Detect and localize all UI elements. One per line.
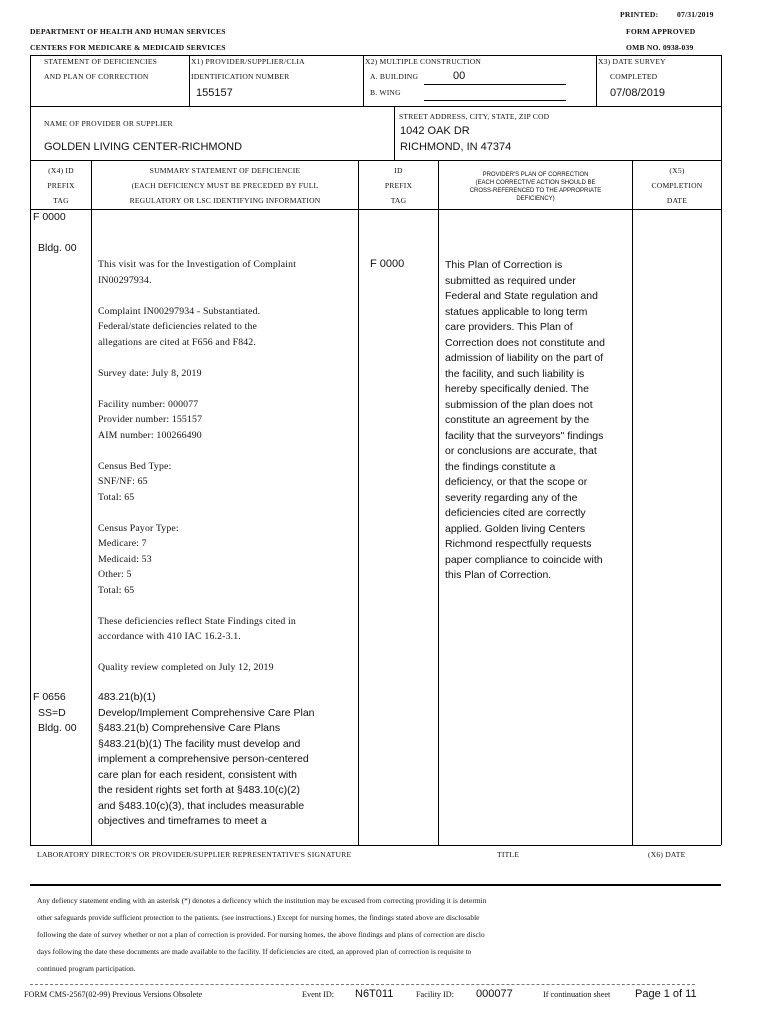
disclaimer-text [37,892,486,977]
rule [30,106,721,107]
form-number: FORM CMS-2567(02-99) Previous Versions Obsolete [24,990,203,999]
continuation-note: If continuation sheet [543,990,611,999]
statement-label: STATEMENT OF DEFICIENCIES [44,57,158,66]
plan-header-note3: DEFICIENCY) [516,196,555,202]
text-line: care providers. This Plan of [445,321,573,333]
rule [394,106,395,160]
text-line: implement a comprehensive person-centered [98,753,309,765]
x1-id-label: IDENTIFICATION NUMBER [191,72,290,81]
text-line: statues applicable to long term [445,305,588,318]
text-line: Survey date: July 8, 2019 [98,367,202,379]
regulation-text [98,690,315,830]
text-line: admission of liability on the part of [445,352,604,364]
address-line1: 1042 OAK DR [400,125,470,137]
text-line: continued program participation. [37,964,136,973]
text-line: Medicare: 7 [98,538,147,549]
building-label: A. BUILDING [370,72,419,81]
text-line: Census Payor Type: [98,522,179,534]
text-line: Total: 65 [98,491,135,503]
text-line: paper compliance to coincide with [445,553,603,566]
text-line: Census Bed Type: [98,460,172,472]
blank-line [98,505,296,521]
facility-id: 000077 [476,988,513,1000]
blank-line [98,381,296,397]
text-line: the resident rights set forth at §483.10(c)(2) [98,784,300,796]
text-line: severity regarding any of the [445,491,578,504]
text-line: Correction does not constitute and [445,336,605,349]
x2-label: X2) MULTIPLE CONSTRUCTION [365,57,482,66]
rule [30,884,721,886]
summary-text [98,257,296,676]
omb-number: OMB NO. 0938-039 [626,43,694,52]
plan-header-note2: CROSS-REFERENCED TO THE APPROPRIATE [469,188,602,194]
rule [91,160,92,845]
text-line: applied. Golden living Centers [445,522,586,535]
text-line: days following the date these documents are made available to the facility. If deficiencies are cited, an approved plan of correction is requisite to [37,947,472,956]
building-tag: Bldg. 00 [38,242,77,254]
title-label: TITLE [497,850,520,859]
text-line: 483.21(b)(1) [98,691,156,703]
id-prefix-label: PREFIX [384,181,413,190]
provider-name: GOLDEN LIVING CENTER-RICHMOND [44,141,243,153]
provider-name-label: NAME OF PROVIDER OR SUPPLIER [44,119,173,128]
x1-label: X1) PROVIDER/SUPPLIER/CLIA [191,57,305,66]
blank-line [98,288,296,304]
rule [632,160,633,845]
survey-date: 07/08/2019 [610,87,666,99]
rule [30,845,721,846]
text-line: care plan for each resident, consistent with [98,768,298,781]
text-line: following the date of survey whether or not a plan of correction is provided. For nursing homes, the above findings and plans of correction are disclo [37,930,485,939]
text-line: deficiencies cited are correctly [445,507,586,519]
text-line: or conclusions are accurate, that [445,445,597,457]
text-line: Total: 65 [98,584,135,596]
text-line: Richmond respectfully requests [445,538,592,550]
text-line: objectives and timeframes to meet a [98,815,267,827]
text-line: Facility number: 000077 [98,398,199,410]
rule [438,160,439,845]
rule [30,160,721,161]
plan-header: PROVIDER'S PLAN OF CORRECTION [482,172,589,178]
department-title: DEPARTMENT OF HEALTH AND HUMAN SERVICES [30,27,226,36]
text-line: submitted as required under [445,274,576,287]
x5-label: (X5) [669,166,685,175]
text-line: accordance with 410 IAC 16.2-3.1. [98,631,241,642]
text-line: Any defiency statement ending with an asterisk (*) denotes a deficency which the institution may be excused from correcting providing it is determin [37,896,487,905]
date-label: DATE [666,196,688,205]
text-line: §483.21(b)(1) The facility must develop and [98,737,301,750]
wing-underline [424,100,566,101]
text-line: AIM number: 100266490 [98,429,202,441]
plan-of-correction-text [445,258,605,584]
rule [363,55,364,106]
text-line: Provider number: 155157 [98,414,203,425]
blank-line [98,645,296,661]
summary-header: SUMMARY STATEMENT OF DEFICIENCIE [149,166,301,175]
blank-line [98,598,296,614]
text-line: constitute an agreement by the [445,414,590,426]
text-line: other safeguards provide sufficient protection to the patients. (see instructions.) Except for nursing homes, the findings stated above are disclosable [37,913,480,922]
text-line: submission of the plan does not [445,398,593,411]
id-tag-label: TAG [390,196,407,205]
x3-label: X3) DATE SURVEY [598,57,666,66]
text-line: This Plan of Correction is [445,259,563,271]
completed-label: COMPLETED [610,72,658,81]
form-approved: FORM APPROVED [626,27,696,36]
building-underline [424,84,566,85]
plan-header-note: (EACH CORRECTIVE ACTION SHOULD BE [475,180,596,186]
text-line: Federal and State regulation and [445,290,598,302]
id-label: ID [394,166,403,175]
page-number: Page 1 of 11 [635,988,697,1000]
text-line: Quality review completed on July 12, 2019 [98,662,274,673]
text-line: the findings constitute a [445,460,556,473]
prefix-tag-2: F 0656 [33,691,66,703]
text-line: These deficiencies reflect State Findings cited in [98,615,296,627]
x4-prefix-label: PREFIX [47,181,75,190]
address-line2: RICHMOND, IN 47374 [400,141,512,153]
text-line: SNF/NF: 65 [98,476,148,487]
text-line: the facility, and such liability is [445,367,585,380]
building-tag-2: Bldg. 00 [38,722,77,734]
rule [721,55,722,845]
text-line: This visit was for the Investigation of Complaint [98,259,297,270]
blank-line [98,350,296,366]
text-line: facility that the surveyors" findings [445,429,604,442]
text-line: and §483.10(c)(3), that includes measurable [98,799,305,812]
text-line: Develop/Implement Comprehensive Care Plan [98,706,315,719]
provider-number: 155157 [196,87,233,99]
facility-id-label: Facility ID: [416,990,454,999]
summary-header-note2: REGULATORY OR LSC IDENTIFYING INFORMATION [129,196,321,205]
text-line: §483.21(b) Comprehensive Care Plans [98,722,281,734]
text-line: Medicaid: 53 [98,553,152,565]
x6-date-label: (X6) DATE [648,850,686,859]
prefix-tag: F 0000 [33,211,66,223]
rule [30,55,721,56]
footer-rule [30,984,695,985]
text-line: Complaint IN00297934 - Substantiated. [98,305,261,317]
building-value: 00 [453,70,466,82]
text-line: hereby specifically denied. The [445,383,589,395]
wing-label: B. WING [370,88,401,97]
x4-id-label: (X4) ID [48,166,74,175]
rule [358,160,359,845]
text-line: Other: 5 [98,569,132,580]
rule [189,55,190,106]
blank-line [98,443,296,459]
event-id: N6T011 [355,988,394,1000]
text-line: deficiency, or that the scope or [445,476,588,488]
scope-severity: SS=D [38,707,66,719]
text-line: this Plan of Correction. [445,569,552,581]
address-label: STREET ADDRESS, CITY, STATE, ZIP COD [399,112,550,121]
plan-label: AND PLAN OF CORRECTION [44,72,149,81]
event-id-label: Event ID: [302,990,335,999]
completion-label: COMPLETION [651,181,703,190]
x4-tag-label: TAG [53,196,69,205]
rule [30,209,721,210]
rule [596,55,597,106]
printed-date: 07/31/2019 [677,10,714,19]
text-line: allegations are cited at F656 and F842. [98,336,256,348]
summary-header-note: (EACH DEFICIENCY MUST BE PRECEDED BY FULL [131,181,319,190]
signature-label: LABORATORY DIRECTOR'S OR PROVIDER/SUPPLIER REPRESENTATIVE'S SIGNATURE [37,850,352,859]
text-line: IN00297934. [98,274,152,286]
text-line: Federal/state deficiencies related to the [98,321,258,332]
id-prefix-tag: F 0000 [370,258,405,270]
printed-label: PRINTED: [620,10,659,19]
centers-title: CENTERS FOR MEDICARE & MEDICAID SERVICES [30,43,226,52]
